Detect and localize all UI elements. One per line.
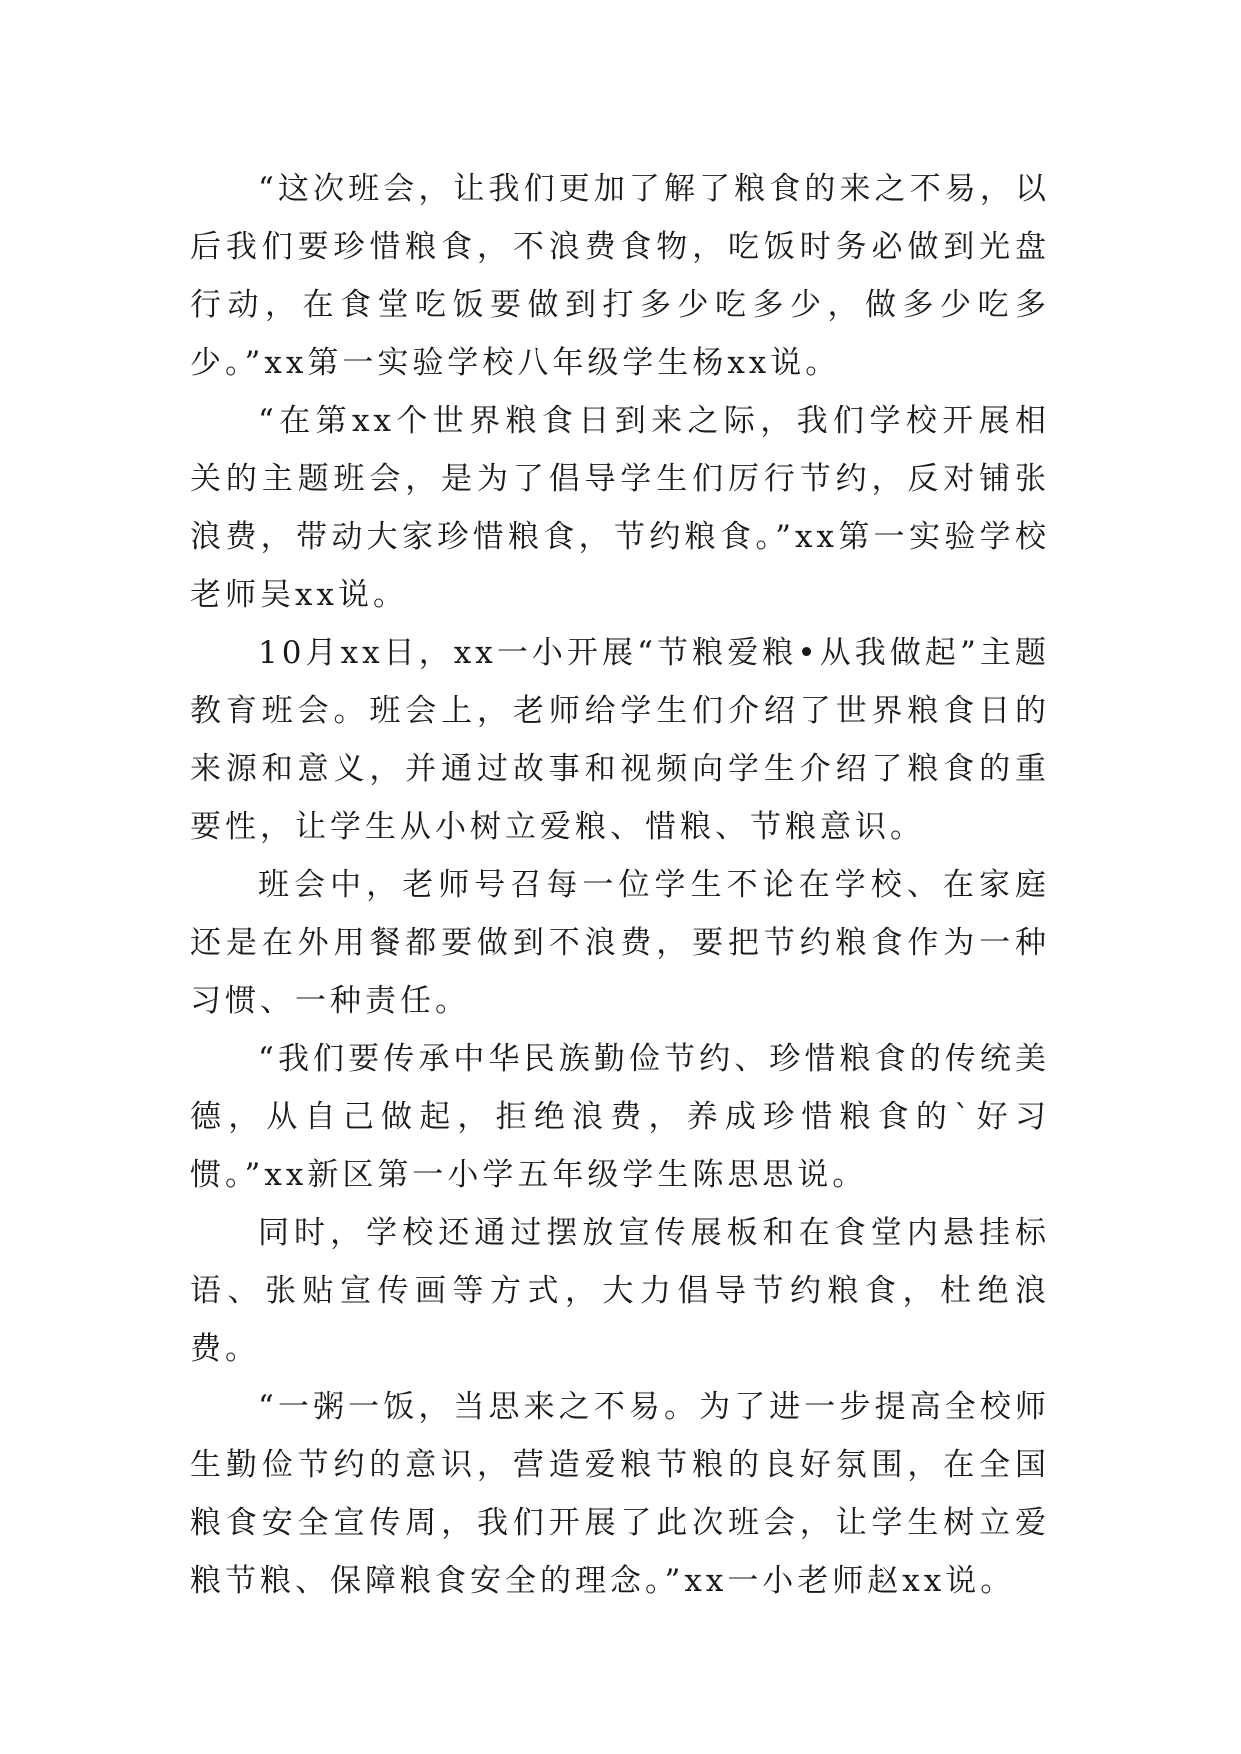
- paragraph-7: “一粥一饭，当思来之不易。为了进一步提高全校师生勤俭节约的意识，营造爱粮节粮的良好氛围，在全国粮食安全宣传周，我们开展了此次班会，让学生树立爱粮节粮、保障粮食安全的理念。”xx一小老师赵xx说。: [190, 1389, 1050, 1599]
- paragraph-6: 同时，学校还通过摆放宣传展板和在食堂内悬挂标语、张贴宣传画等方式，大力倡导节约粮食，杜绝浪费。: [190, 1215, 1050, 1367]
- paragraph-3: 10月xx日，xx一小开展“节粮爱粮•从我做起”主题教育班会。班会上，老师给学生们介绍了世界粮食日的来源和意义，并通过故事和视频向学生介绍了粮食的重要性，让学生从小树立爱粮、惜粮、节粮意识。: [190, 635, 1050, 845]
- document-body: [190, 160, 1050, 1610]
- paragraph-2: “在第xx个世界粮食日到来之际，我们学校开展相关的主题班会，是为了倡导学生们厉行节约，反对铺张浪费，带动大家珍惜粮食，节约粮食。”xx第一实验学校老师吴xx说。: [190, 403, 1050, 613]
- paragraph-5: “我们要传承中华民族勤俭节约、珍惜粮食的传统美德，从自己做起，拒绝浪费，养成珍惜粮食的`好习惯。”xx新区第一小学五年级学生陈思思说。: [190, 1041, 1050, 1193]
- paragraph-1: “这次班会，让我们更加了解了粮食的来之不易，以后我们要珍惜粮食，不浪费食物，吃饭时务必做到光盘行动，在食堂吃饭要做到打多少吃多少，做多少吃多少。”xx第一实验学校八年级学生杨xx说。: [190, 171, 1050, 381]
- paragraph-4: 班会中，老师号召每一位学生不论在学校、在家庭还是在外用餐都要做到不浪费，要把节约粮食作为一种习惯、一种责任。: [190, 867, 1050, 1019]
